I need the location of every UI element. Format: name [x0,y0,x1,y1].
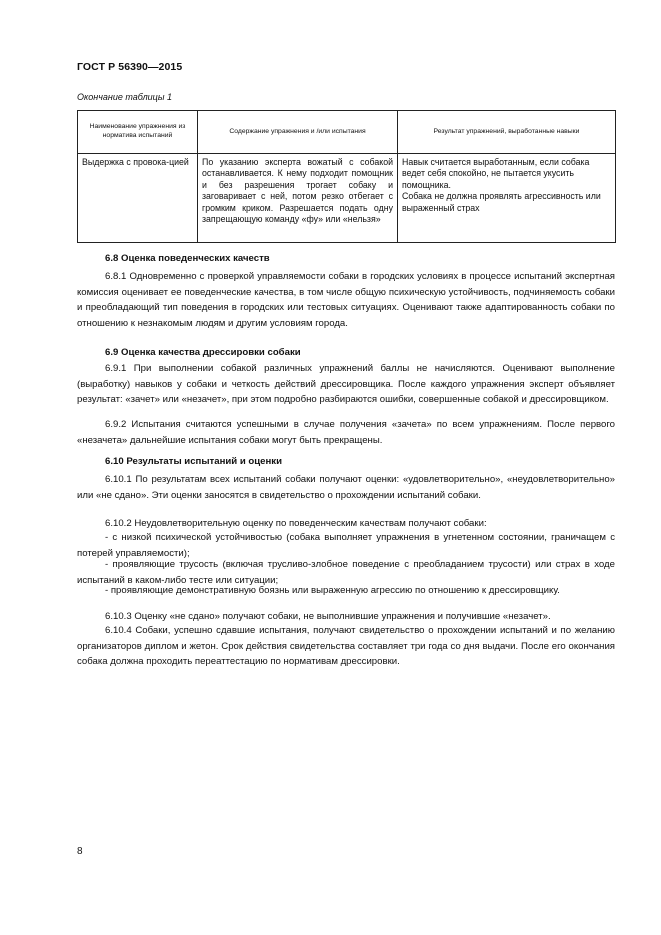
table-header-row [78,111,616,154]
column-header-name: Наименование упражнения из норматива испытаний [78,111,198,154]
paragraph-6-10-2: 6.10.2 Неудовлетворительную оценку по поведенческим качествам получают собаки: [105,518,487,529]
result-text-2: Собака не должна проявлять агрессивность или выраженный страх [402,191,601,213]
page-number: 8 [77,846,83,857]
section-6-9-title: 6.9 Оценка качества дрессировки собаки [105,347,301,358]
table-caption: Окончание таблицы 1 [77,92,172,102]
paragraph-6-10-4: 6.10.4 Собаки, успешно сдавшие испытания, получают свидетельство о прохождении испытаний и по желанию организаторов диплом и жетон. Срок действия свидетельства составляет три года со дня выдачи. После его окончания собака должна проходить переаттестацию по нормативам дрессировки. [77,625,615,668]
paragraph-6-10-3: 6.10.3 Оценку «не сдано» получают собаки, не выполнившие упражнения и получившие «незачет». [105,611,551,622]
document-code: ГОСТ Р 56390—2015 [77,61,183,73]
column-header-content: Содержание упражнения и /или испытания [198,111,398,154]
exercise-table [77,110,616,243]
paragraph-6-10-1: 6.10.1 По результатам всех испытаний собаки получают оценки: «удовлетворительно», «неудовлетворительно» или «не сдано». Эти оценки заносятся в свидетельство о прохождении испытаний собаки. [77,474,615,501]
exercise-name-cell: Выдержка с провока-цией [78,154,198,243]
list-item-low-stability: - с низкой психической устойчивостью (собака выполняет упражнения в угнетенном состоянии, граничащем с потерей управляемости); [77,532,615,559]
table-row [78,154,616,243]
list-item-cowardice: - проявляющие трусость (включая трусливо-злобное поведение с преобладанием трусости) или страх в ходе испытаний в каком-либо тесте или ситуации; [77,559,615,586]
section-6-8-title: 6.8 Оценка поведенческих качеств [105,253,270,264]
column-header-result: Результат упражнений, выработанные навыки [398,111,616,154]
paragraph-6-8-1: 6.8.1 Одновременно с проверкой управляемости собаки в городских условиях в процессе испытаний экспертная комиссия оценивает ее поведенческие качества, в том числе общую психическую устойчивость, подчиняемость собаки и преобладающий тип поведения в городских или тестовых ситуациях. Оценивают также адаптированность собаки по отношению к незнакомым людям и другим условиям города. [77,271,615,329]
section-6-10-title: 6.10 Результаты испытаний и оценки [105,456,282,467]
exercise-content-cell: По указанию эксперта вожатый с собакой останавливается. К нему подходит помощник и без разрешения трогает собаку и заговаривает с ней, потом резко отбегает с громким криком. Разрешается подать одну запрещающую команду «фу» или «нельзя» [198,154,398,243]
paragraph-6-9-2: 6.9.2 Испытания считаются успешными в случае получения «зачета» по всем упражнениям. После первого «незачета» дальнейшие испытания собаки могут быть прекращены. [77,419,615,446]
list-item-aggression: - проявляющие демонстративную боязнь или выраженную агрессию по отношению к дрессировщику. [105,585,560,596]
paragraph-6-9-1: 6.9.1 При выполнении собакой различных упражнений баллы не начисляются. Оценивают выполнение (выработку) навыков у собаки и четкость действий дрессировщика. После каждого упражнения эксперт объявляет результат: «зачет» или «незачет», при этом подробно разбираются ошибки, совершенные собакой и дрессировщиком. [77,363,615,406]
result-text-1: Навык считается выработанным, если собака ведет себя спокойно, не пытается укусить помощника. [402,157,590,190]
exercise-result-cell [398,154,616,243]
